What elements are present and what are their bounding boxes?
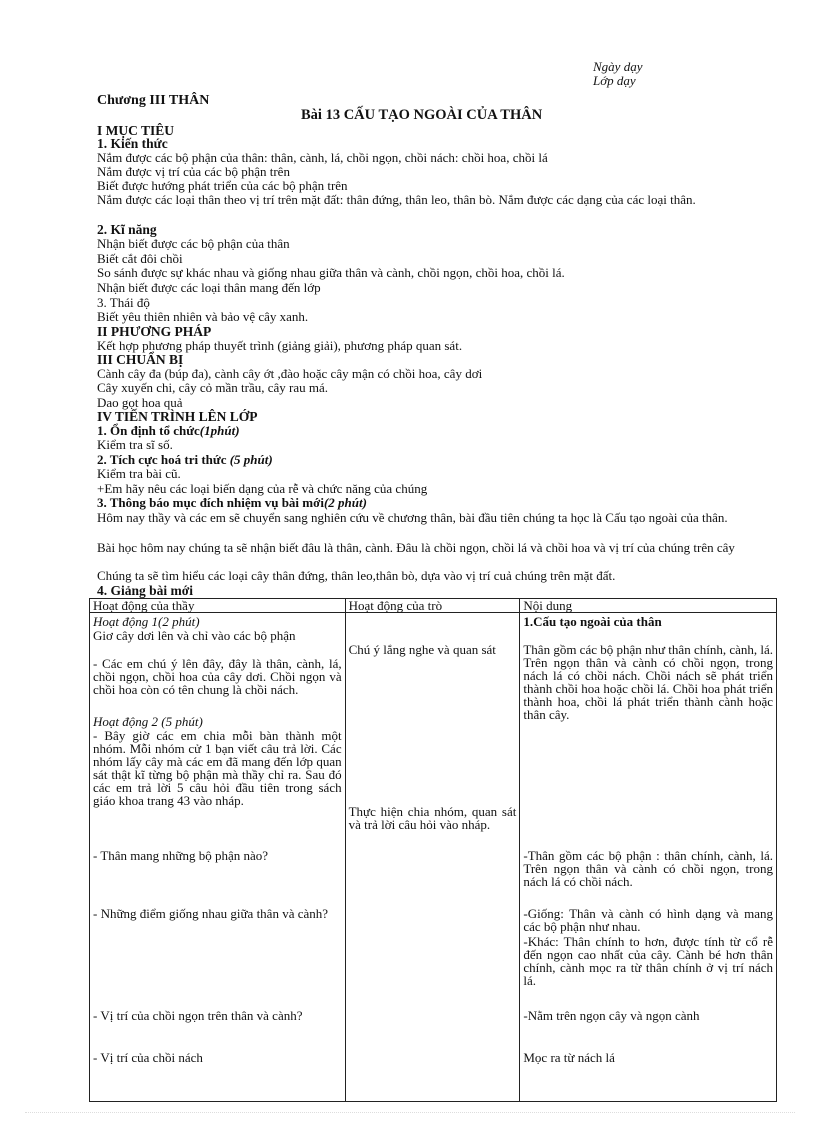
- student-cell: [345, 613, 520, 1102]
- content-answer: -Giống: Thân và cành có hình dạng và mang các bộ phận như nhau.: [523, 906, 773, 934]
- content-answer: -Khác: Thân chính to hơn, được tính từ cổ rễ đến ngọn cao nhất của cây. Cành bé hơn thân chính, cành mọc ra từ thân chính ở vị trí nách lá.: [523, 934, 773, 988]
- content-text: Thân gồm các bộ phận như thân chính, cành, lá. Trên ngọn thân và cành có chồi ngọn, trong nách lá có chồi nách. Chồi nách sẽ phát triển thành chồi hoa hoặc chồi lá. Chồi hoa phát triển thành hoa, chồi lá phát triển thành cành hoặc thân cây.: [523, 642, 773, 722]
- activation-line: +Em hãy nêu các loại biến dạng của rễ và chức năng của chúng: [97, 481, 428, 496]
- activation-time: (5 phút): [226, 452, 273, 467]
- activation-heading-text: 2. Tích cực hoá tri thức: [97, 452, 227, 467]
- organization-time: (1phút): [199, 423, 240, 438]
- organization-heading-text: 1. Ổn định tổ chức: [97, 423, 200, 438]
- header-teacher: Hoạt động của thầy: [90, 599, 346, 613]
- content-title: 1.Cấu tạo ngoài của thân: [523, 614, 662, 629]
- announcement-heading-text: 3. Thông báo mục đích nhiệm vụ bài mới: [97, 495, 324, 510]
- objectives-heading: I MỤC TIÊU: [97, 123, 175, 138]
- teacher-question: - Vị trí của chồi ngọn trên thân và cành?: [93, 1008, 303, 1023]
- skills-line: Biết cắt đôi chồi: [97, 251, 183, 266]
- teaching-date-label: Ngày dạy: [593, 59, 643, 74]
- teaching-class-label: Lớp dạy: [593, 73, 636, 88]
- activation-line: Kiểm tra bài cũ.: [97, 466, 181, 481]
- activity-2-title: Hoạt động 2 (5 phút): [93, 714, 203, 729]
- announcement-paragraph: Chúng ta sẽ tìm hiểu các loại cây thân đứng, thân leo,thân bò, dựa vào vị trí cuả chúng trên mặt đất.: [97, 568, 616, 583]
- announcement-heading: [97, 496, 367, 510]
- content-answer: -Nằm trên ngọn cây và ngọn cành: [523, 1008, 700, 1023]
- footer-divider: [25, 1112, 795, 1113]
- methods-line: Kết hợp phương pháp thuyết trình (giảng giải), phương pháp quan sát.: [97, 338, 463, 353]
- table-row: [90, 613, 777, 1102]
- lesson-table: [89, 598, 777, 1102]
- student-text: Thực hiện chia nhóm, quan sát và trả lời câu hỏi vào nháp.: [348, 804, 517, 832]
- skills-heading: 2. Kĩ năng: [97, 222, 157, 237]
- teacher-cell: [90, 613, 346, 1102]
- activation-heading: [97, 453, 273, 467]
- table-header-row: [90, 599, 777, 613]
- organization-line: Kiểm tra sĩ số.: [97, 437, 173, 452]
- announcement-time: (2 phút): [323, 495, 367, 510]
- skills-line: Nhận biết được các bộ phận của thân: [97, 236, 290, 251]
- methods-heading: II PHƯƠNG PHÁP: [97, 324, 212, 339]
- content-answer: -Thân gồm các bộ phận : thân chính, cành, lá. Trên ngọn thân và cành có chồi ngọn, trong nách lá có chồi nách.: [523, 848, 773, 889]
- preparation-line: Dao gọt hoa quả: [97, 395, 183, 410]
- teacher-question: - Vị trí của chồi nách: [93, 1050, 203, 1065]
- preparation-heading: III CHUẨN BỊ: [97, 352, 184, 367]
- teacher-text: Giơ cây dơi lên và chỉ vào các bộ phận: [93, 628, 296, 643]
- knowledge-line: Nắm được các bộ phận của thân: thân, cành, lá, chồi ngọn, chồi nách: chồi hoa, chồi lá: [97, 150, 548, 165]
- teacher-text: - Bây giờ các em chia mỗi bàn thành một nhóm. Mỗi nhóm cử 1 bạn viết câu trả lời. Các nhóm lấy cây mà các em đã mang đến lớp quan sát thật kĩ từng bộ phận mà thầy chỉ ra. Sau đó các em trả lời 5 câu hỏi đầu tiên trong sách giáo khoa trang 43 vào nháp.: [93, 728, 342, 808]
- chapter-title: Chương III THÂN: [97, 93, 210, 108]
- knowledge-line: Biết được hướng phát triển của các bộ phận trên: [97, 178, 348, 193]
- header-student: Hoạt động của trò: [345, 599, 520, 613]
- organization-heading: [97, 424, 240, 438]
- knowledge-heading: 1. Kiến thức: [97, 136, 168, 151]
- skills-line: Nhận biết được các loại thân mang đến lớp: [97, 280, 321, 295]
- content-cell: [520, 613, 777, 1102]
- header-content: Nội dung: [520, 599, 777, 613]
- announcement-paragraph: Bài học hôm nay chúng ta sẽ nhận biết đâu là thân, cành. Đâu là chồi ngọn, chồi lá và chồi hoa và vị trí của chúng trên cây: [97, 540, 735, 555]
- lesson-title: Bài 13 CẤU TẠO NGOÀI CỦA THÂN: [301, 107, 543, 123]
- knowledge-line: Nắm được vị trí của các bộ phận trên: [97, 164, 290, 179]
- attitude-line: Biết yêu thiên nhiên và bảo vệ cây xanh.: [97, 309, 309, 324]
- preparation-line: Cành cây đa (búp đa), cành cây ớt ,đào hoặc cây mận có chồi hoa, cây dơi: [97, 366, 483, 381]
- teacher-text: - Các em chú ý lên đây, đây là thân, cành, lá, chồi ngọn, chồi hoa của cây dơi. Chồi ngọn và chồi hoa còn có tên chung là chồi nách.: [93, 656, 342, 697]
- skills-line: So sánh được sự khác nhau và giống nhau giữa thân và cành, chồi ngọn, chồi hoa, chồi lá.: [97, 265, 565, 280]
- procedure-heading: IV TIẾN TRÌNH LÊN LỚP: [97, 409, 258, 424]
- teacher-question: - Thân mang những bộ phận nào?: [93, 848, 269, 863]
- activity-1-title: Hoạt động 1(2 phút): [93, 614, 200, 629]
- new-lesson-heading: 4. Giảng bài mới: [97, 583, 193, 598]
- teacher-question: - Những điểm giống nhau giữa thân và cành?: [93, 906, 329, 921]
- announcement-paragraph: Hôm nay thầy và các em sẽ chuyển sang nghiên cứu về chương thân, bài đầu tiên chúng ta học là Cấu tạo ngoài của thân.: [97, 510, 728, 525]
- attitude-heading: 3. Thái độ: [97, 295, 150, 310]
- content-answer: Mọc ra từ nách lá: [523, 1050, 615, 1065]
- knowledge-line: Nắm được các loại thân theo vị trí trên mặt đất: thân đứng, thân leo, thân bò. Nắm được các dạng của các loại thân.: [97, 192, 696, 207]
- student-text: Chú ý lắng nghe và quan sát: [348, 642, 496, 657]
- preparation-line: Cây xuyến chi, cây cỏ mần trầu, cây rau má.: [97, 380, 329, 395]
